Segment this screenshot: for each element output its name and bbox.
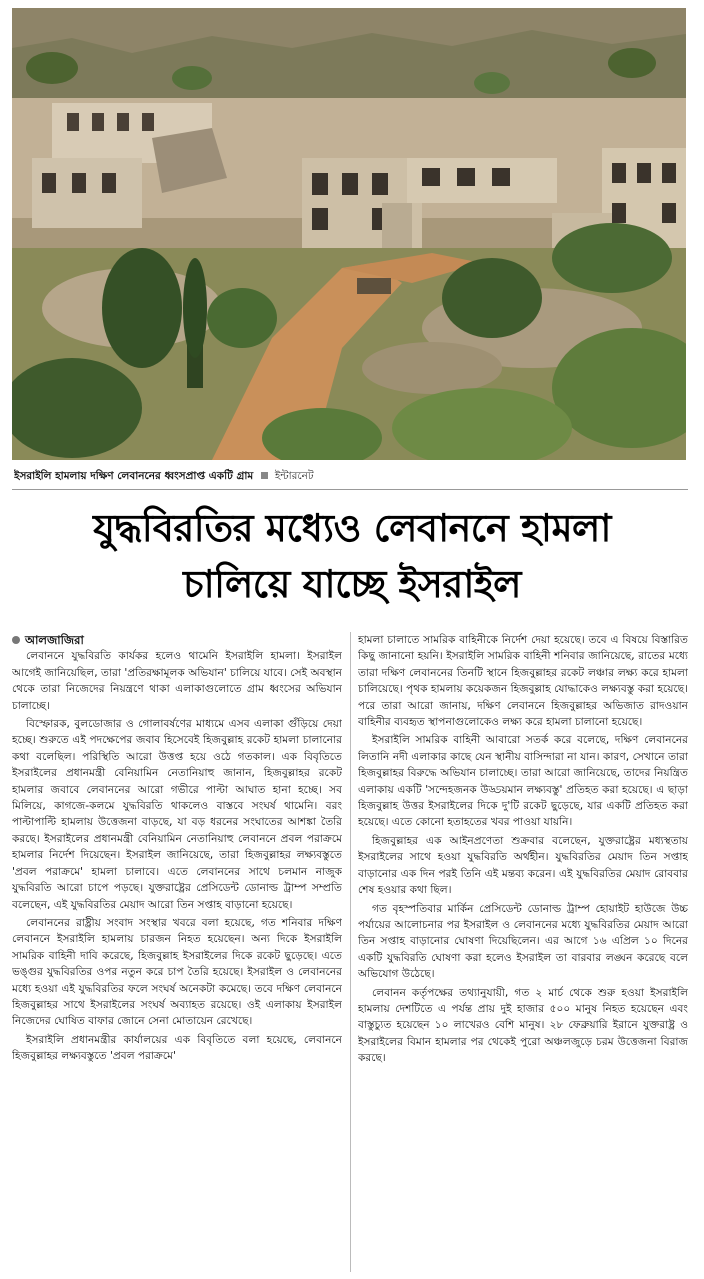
- caption-separator: [261, 472, 268, 479]
- window: [637, 163, 651, 183]
- window: [612, 163, 626, 183]
- tree: [608, 48, 656, 78]
- window: [457, 168, 475, 186]
- paragraph: ইসরাইলি প্রধানমন্ত্রীর কার্যালয়ের এক বিবৃতিতে বলা হয়েছে, লেবাননে হিজবুল্লাহর লক্ষ্যবস্তুতে 'প্রবল পরাক্রমে': [12, 1033, 342, 1063]
- window: [72, 173, 86, 193]
- window: [612, 203, 626, 223]
- window: [92, 113, 104, 131]
- paragraph: হিজবুল্লাহর এক আইনপ্রণেতা শুক্রবার বলেছেন, যুক্তরাষ্ট্রের মধ্যস্থতায় ইসরাইলের সাথে হওয়া যুদ্ধবিরতি অর্থহীন। যুদ্ধবিরতির মেয়াদ তিন সপ্তাহ বাড়ানোর এক দিন পরই তিনি এই মন্তব্য করেন। এই যুদ্ধবিরতির মেয়াদ রোববার শেষ হওয়ার কথা ছিল।: [358, 834, 688, 897]
- window: [117, 113, 129, 131]
- tree: [172, 66, 212, 90]
- paragraph: লেবাননে যুদ্ধবিরতি কার্যকর হলেও থামেনি ইসরাইলি হামলা। ইসরাইল আগেই জানিয়েছিল, তারা 'প্রতিরক্ষামূলক অভিযান' চালিয়ে যাবে। সেই অবস্থান থেকে তারা নিজেদের নিয়ন্ত্রণে থাকা এলাকাগুলোতে গ্রাম ধ্বংসের অভিযান চালাচ্ছে।: [12, 650, 342, 712]
- tree: [26, 52, 78, 84]
- photo-illustration: [12, 8, 686, 460]
- tree: [474, 72, 510, 94]
- foreground-tree: [552, 223, 672, 293]
- window: [422, 168, 440, 186]
- window: [342, 173, 358, 195]
- caption-source: ইন্টারনেট: [274, 470, 314, 482]
- article-source: [12, 632, 342, 648]
- window: [372, 173, 388, 195]
- cypress-tree: [183, 258, 207, 358]
- headline: [10, 500, 694, 612]
- column-divider: [350, 632, 351, 1272]
- article-column-left: [12, 632, 342, 1272]
- window: [312, 208, 328, 230]
- foreground-tree: [207, 288, 277, 348]
- destroyed-village-photo: [12, 8, 686, 460]
- window: [102, 173, 116, 193]
- paragraph: হামলা চালাতে সামরিক বাহিনীকে নির্দেশ দেয়া হয়েছে। তবে এ বিষয়ে বিস্তারিত কিছু জানানো হয়নি। ইসরাইলি সামরিক বাহিনী শনিবার জানিয়েছে, রাতের মধ্যে তারা দক্ষিণ লেবাননের তিনটি স্থানে হিজবুল্লাহর রকেট লঞ্চার লক্ষ্য করে হামলা চালিয়েছে। পৃথক হামলায় কয়েকজন হিজবুল্লাহ যোদ্ধাকেও লক্ষ্যবস্তু করা হয়েছে। পরে তারা আরো জানায়, দক্ষিণ লেবাননে হিজবুল্লাহর অভিজাত রাদওয়ান বাহিনীর ব্যবহৃত স্থাপনাগুলোকেও লক্ষ্য করে হামলা চালানো হয়েছে।: [358, 634, 688, 729]
- window: [42, 173, 56, 193]
- vehicle: [357, 278, 391, 294]
- window: [67, 113, 79, 131]
- paragraph: লেবাননের রাষ্ট্রীয় সংবাদ সংস্থার খবরে বলা হয়েছে, গত শনিবার দক্ষিণ লেবাননে ইসরাইলি হামলায় চারজন নিহত হয়েছেন। অন্য দিকে ইসরাইলি সামরিক বাহিনী দাবি করেছে, হিজবুল্লাহ ইসরাইলের দিকে রকেট ছুড়েছে। এতে ভঙ্গুর যুদ্ধবিরতির ওপর নতুন করে চাপ তৈরি হয়েছে। ইসরাইল ও লেবাননের মধ্যে হওয়া এই যুদ্ধবিরতির ফলে সংঘর্ষ অনেকটা কমেছে। তবে দক্ষিণ লেবাননে হিজবুল্লাহর সাথে ইসরাইলের সংঘর্ষ অব্যাহত রয়েছে। ওই এলাকায় ইসরাইল নিজেদের ঘোষিত বাফার জোনে সেনা মোতায়েন রেখেছে।: [12, 916, 342, 1028]
- rubble-pile: [362, 342, 502, 394]
- article-column-right: [358, 632, 688, 1272]
- paragraph: ইসরাইলি সামরিক বাহিনী আবারো সতর্ক করে বলেছে, দক্ষিণ লেবাননের লিতানি নদী এলাকার কাছে যেন স্থানীয় বাসিন্দারা না যান। কারণ, সেখানে তারা হিজবুল্লাহর বিরুদ্ধে অভিযান চালাচ্ছে। তারা আরো জানিয়েছে, তাদের নিয়ন্ত্রিত এলাকায় একটি 'সন্দেহজনক উড্ডয়মান লক্ষ্যবস্তু' প্রতিহত করা হয়েছে। এ ছাড়া হিজবুল্লাহ উত্তর ইসরাইলের দিকে দু'টি রকেট ছুড়েছে, যার একটি প্রতিহত করা হয়েছে। এতে কোনো হতাহতের খবর পাওয়া যায়নি।: [358, 734, 688, 829]
- headline-line-1: যুদ্ধবিরতির মধ্যেও লেবাননে হামলা: [93, 506, 611, 550]
- article-source-label: আলজাজিরা: [25, 633, 84, 647]
- window: [312, 173, 328, 195]
- window: [662, 203, 676, 223]
- window: [492, 168, 510, 186]
- article-body: [12, 632, 688, 1272]
- foreground-tree: [102, 248, 182, 368]
- headline-line-2: চালিয়ে যাচ্ছে ইসরাইল: [183, 562, 521, 606]
- window: [662, 163, 676, 183]
- photo-caption: [14, 467, 686, 485]
- paragraph: গত বৃহস্পতিবার মার্কিন প্রেসিডেন্ট ডোনাল্ড ট্রাম্প হোয়াইট হাউজে উচ্চ পর্যায়ের আলোচনার পর ইসরাইল ও লেবাননের মধ্যে যুদ্ধবিরতির মেয়াদ আরো তিন সপ্তাহ বাড়ানোর ঘোষণা দিয়েছিলেন। এর আগে ১৬ এপ্রিল ১০ দিনের একটি যুদ্ধবিরতি ঘোষণা করা হলেও ইসরাইল তা বারবার লঙ্ঘন করেছে বলে অভিযোগ উঠেছে।: [358, 902, 688, 981]
- paragraph: বিস্ফোরক, বুলডোজার ও গোলাবর্ষণের মাধ্যমে এসব এলাকা গুঁড়িয়ে দেয়া হচ্ছে। শুরুতে এই পদক্ষেপের জবাব হিসেবেই হিজবুল্লাহ রকেট হামলা চালানোর কথা বলেছিল। পরিস্থিতি আরো উত্তপ্ত হয়ে ওঠে গতকাল। এক বিবৃতিতে ইসরাইলের প্রধানমন্ত্রী বেনিয়ামিন নেতানিয়াহু জানান, হিজবুল্লাহর রকেট হামলার জবাবে লেবাননের আরো গভীরে পাল্টা আঘাত হানা হচ্ছে। সব মিলিয়ে, কাগজে-কলমে যুদ্ধবিরতি থাকলেও বাস্তবে সংঘর্ষ থামেনি। বরং পাল্টাপাল্টি হামলায় উত্তেজনা বাড়ছে, যা বড় ধরনের সংঘাতের আশঙ্কা তৈরি করছে। ইসরাইলের প্রধানমন্ত্রী বেনিয়ামিন নেতানিয়াহু লেবাননে প্রবল পরাক্রমে হামলার নির্দেশ দিয়েছেন। ইসরাইল জানিয়েছে, তারা হিজবুল্লাহর লক্ষ্যবস্তুতে 'প্রবল পরাক্রমে' হামলা চালাবে। এতে লেবাননের সাথে চলমান নাজুক যুদ্ধবিরতি আরো চাপে পড়ছে। যুক্তরাষ্ট্রের প্রেসিডেন্ট ডোনাল্ড ট্রাম্প সম্প্রতি বলেছেন, এই যুদ্ধবিরতির মেয়াদ আরো তিন সপ্তাহ বাড়ানো হয়েছে।: [12, 718, 342, 911]
- paragraph: লেবানন কর্তৃপক্ষের তথ্যানুযায়ী, গত ২ মার্চ থেকে শুরু হওয়া ইসরাইলি হামলায় দেশটিতে এ পর্যন্ত প্রায় দুই হাজার ৫০০ মানুষ নিহত হয়েছেন এবং বাস্তুচ্যুত হয়েছেন ১০ লাখেরও বেশি মানুষ। ২৮ ফেব্রুয়ারি ইরানে যুক্তরাষ্ট্র ও ইসরাইলের বিমান হামলার পর থেকেই পুরো অঞ্চলজুড়ে চরম উত্তেজনা বিরাজ করছে।: [358, 986, 688, 1065]
- foreground-tree: [442, 258, 542, 338]
- caption-text: ইসরাইলি হামলায় দক্ষিণ লেবাননের ধ্বংসপ্রাপ্ত একটি গ্রাম: [14, 470, 254, 482]
- source-bullet-icon: [12, 636, 20, 644]
- window: [142, 113, 154, 131]
- caption-rule: [12, 489, 688, 490]
